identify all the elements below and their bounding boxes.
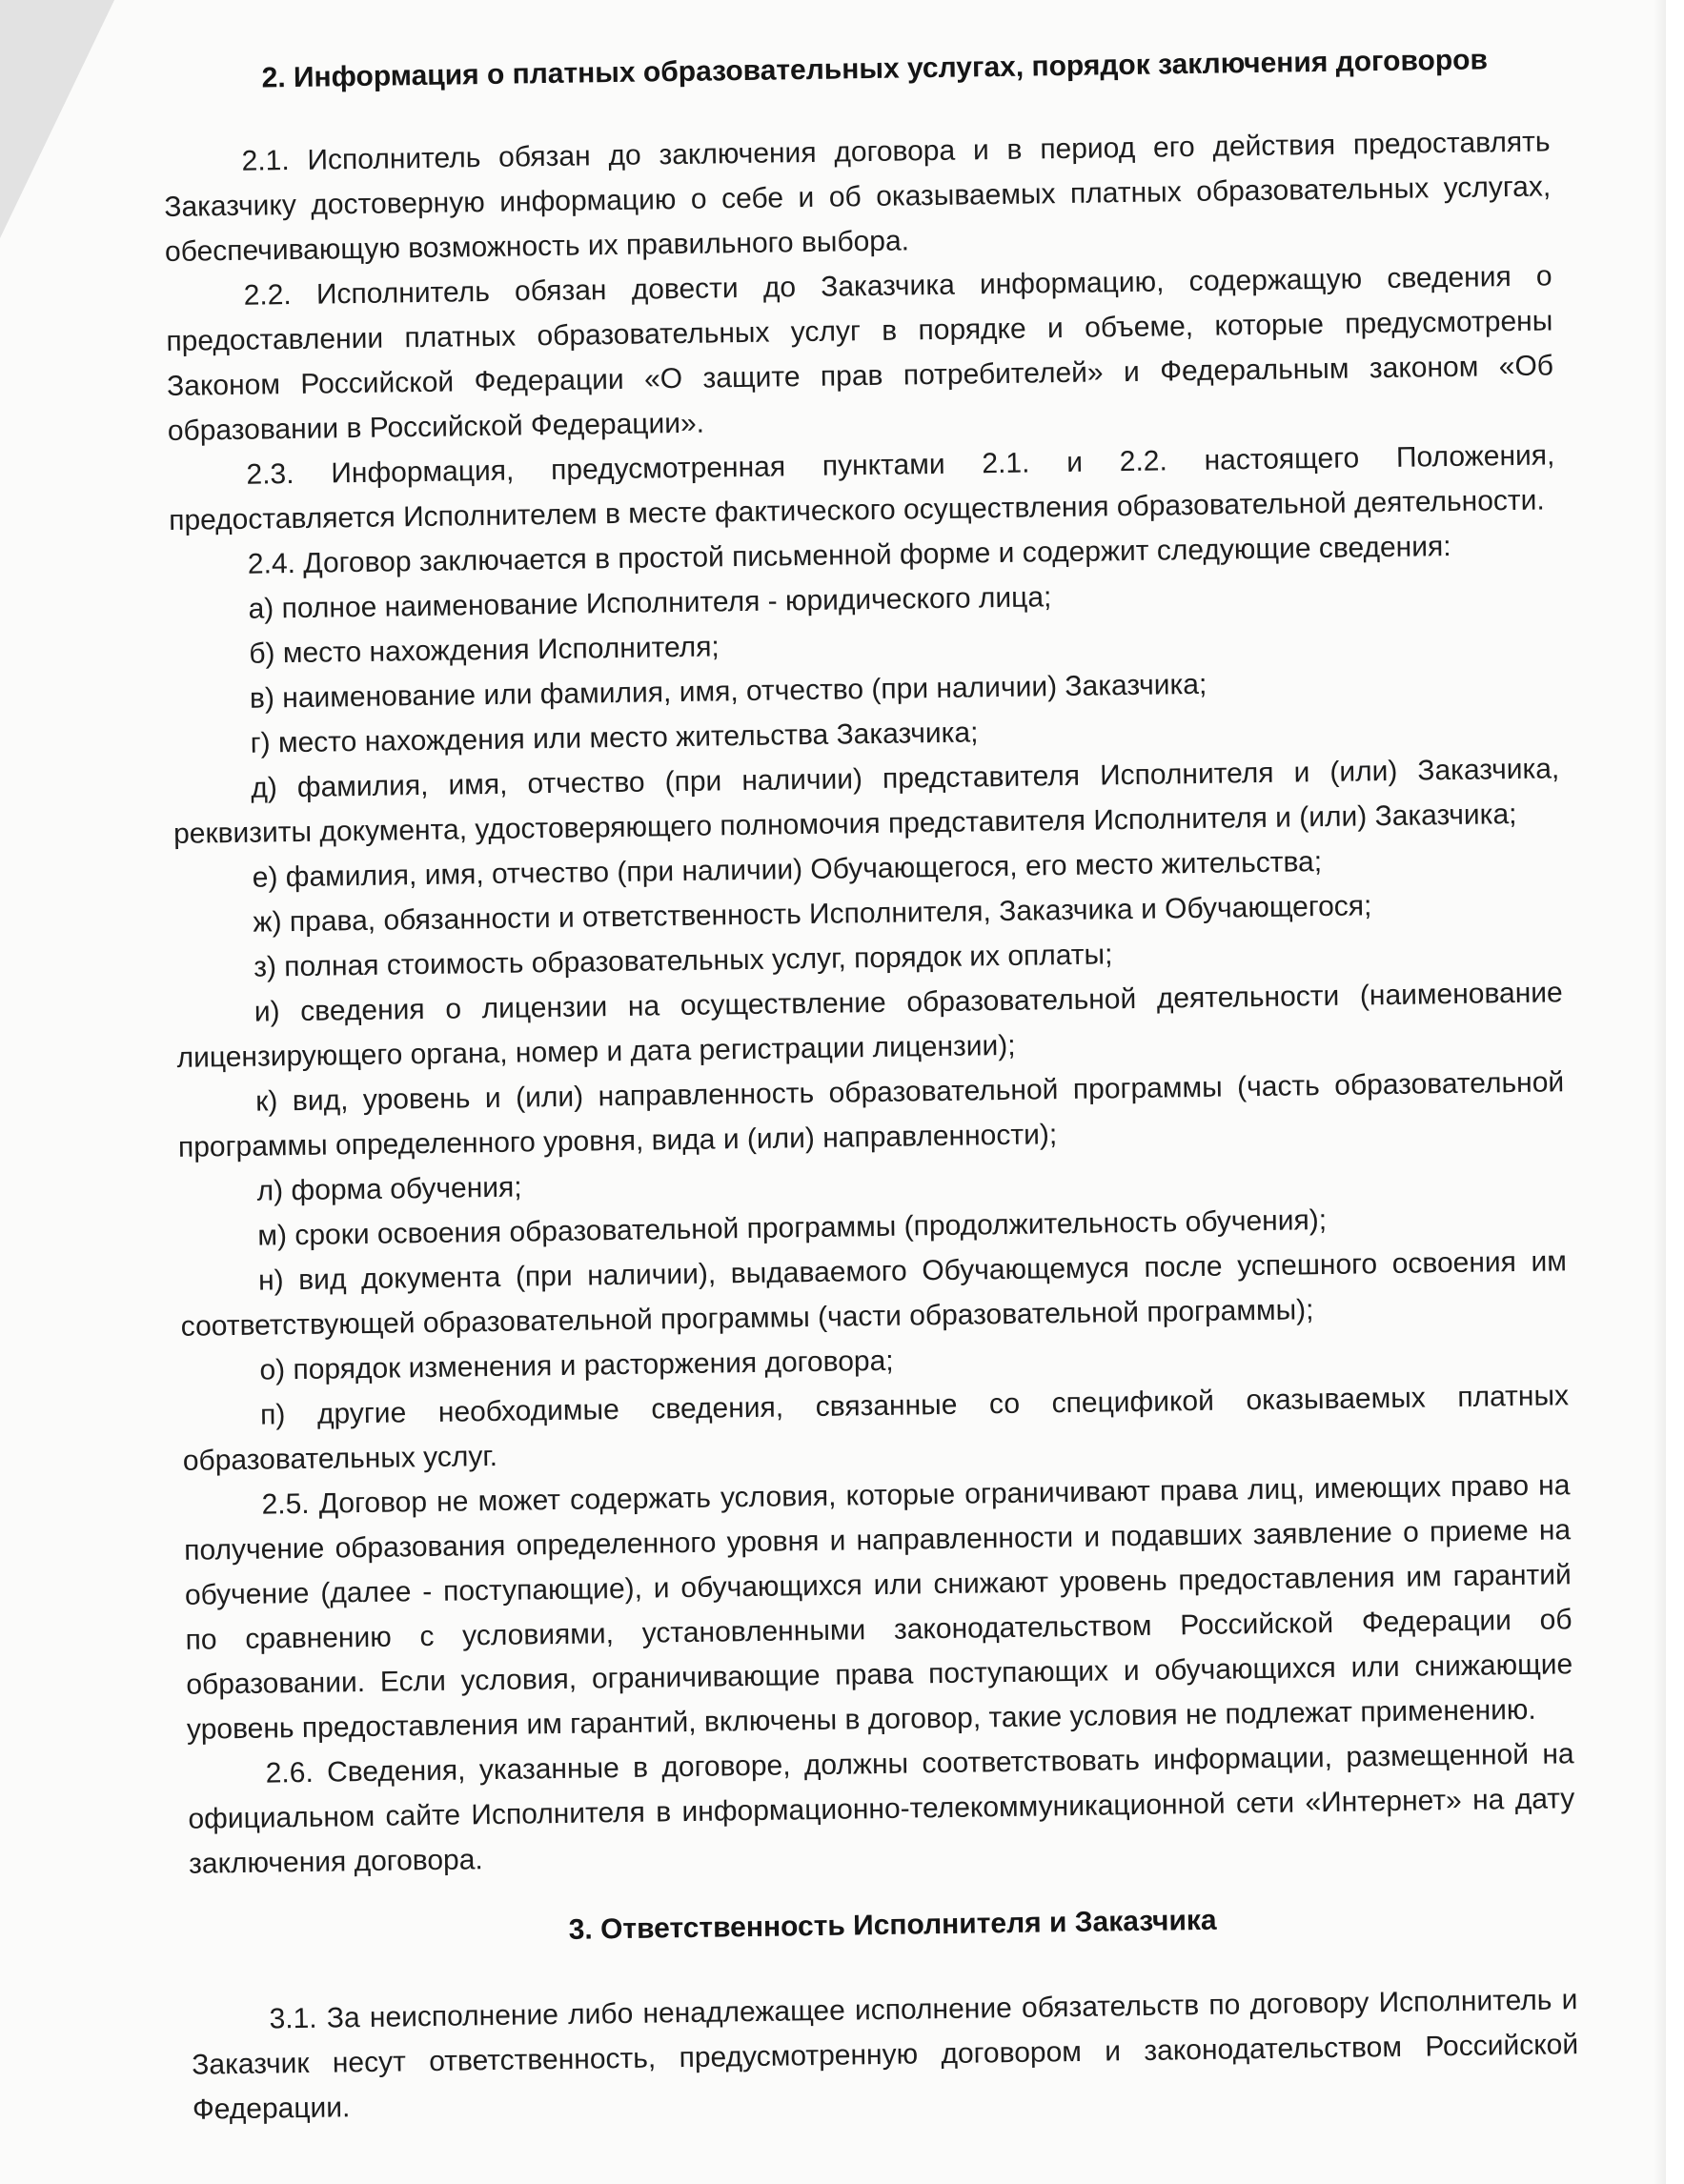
list-item-a: а) полное наименование Исполнителя - юридического лица; — [248, 581, 1052, 625]
list-item-d: д) фамилия, имя, отчество (при наличии) представителя Исполнителя и (или) Заказчика, реквизиты документа, удостоверяющего полномочия представителя Исполнителя и (или) Заказчика; — [172, 753, 1560, 850]
list-item-e: е) фамилия, имя, отчество (при наличии) Обучающегося, его место жительства; — [252, 846, 1323, 894]
list-item-zh: ж) права, обязанности и ответственность Исполнителя, Заказчика и Обучающегося; — [253, 890, 1372, 939]
paragraph-2-2: 2.2. Исполнитель обязан довести до Заказчика информацию, содержащую сведения о предоставлении платных образовательных услуг в порядке и объеме, которые предусмотрены Законом Российской Федерации «О защите прав потребителей» и Федеральным законом «Об образовании в Российской Федерации». — [166, 260, 1554, 447]
list-item-n: н) вид документа (при наличии), выдаваемого Обучающемуся после успешного освоения им соответствующей образовательной программы (части образовательной программы); — [180, 1245, 1568, 1343]
list-item-v: в) наименование или фамилия, имя, отчество (при наличии) Заказчика; — [249, 668, 1207, 715]
section-2-title: 2. Информация о платных образовательных услугах, порядок заключения договоров — [261, 44, 1489, 94]
document-body — [162, 36, 1579, 2132]
paragraph-2-4: 2.4. Договор заключается в простой письменной форме и содержит следующие сведения: — [247, 530, 1451, 580]
list-item-m: м) сроки освоения образовательной программы (продолжительность обучения); — [257, 1204, 1328, 1252]
list-item-p: п) другие необходимые сведения, связанные со спецификой оказываемых платных образовательных услуг. — [182, 1380, 1570, 1477]
paragraph-2-6: 2.6. Сведения, указанные в договоре, должны соответствовать информации, размещенной на официальном сайте Исполнителя в информационно-телекоммуникационной сети «Интернет» на дату заключения договора. — [188, 1738, 1575, 1880]
list-item-o: о) порядок изменения и расторжения договора; — [259, 1345, 894, 1386]
folded-corner — [0, 0, 114, 238]
list-item-i: и) сведения о лицензии на осуществление образовательной деятельности (наименование лицензирующего органа, номер и дата регистрации лицензии); — [176, 977, 1563, 1074]
list-item-z: з) полная стоимость образовательных услуг, порядок их оплаты; — [253, 939, 1113, 983]
paragraph-2-3: 2.3. Информация, предусмотренная пунктами 2.1. и 2.2. настоящего Положения, предоставляется Исполнителем в месте фактического осуществления образовательной деятельности. — [168, 439, 1555, 536]
paragraph-2-1: 2.1. Исполнитель обязан до заключения договора и в период его действия предоставлять Заказчику достоверную информацию о себе и об оказываемых платных образовательных услугах, обеспечивающую возможность их правильного выбора. — [164, 126, 1552, 268]
paragraph-2-5: 2.5. Договор не может содержать условия, которые ограничивают права лиц, имеющих право на получение образования определенного уровня и направленности и подавших заявление о приеме на обучение (далее - поступающие), и обучающихся или снижают уровень предоставления им гарантий по сравнению с условиями, установленными законодательством Российской Федерации об образовании. Если условия, ограничивающие права поступающих и обучающихся или снижающие уровень предоставления им гарантий, включены в договор, такие условия не подлежат применению. — [184, 1469, 1573, 1746]
section-3-title: 3. Ответственность Исполнителя и Заказчика — [568, 1904, 1217, 1946]
list-item-b: б) место нахождения Исполнителя; — [249, 631, 720, 670]
list-item-k: к) вид, уровень и (или) направленность образовательной программы (часть образовательной программы определенного уровня, вида и (или) направленности); — [177, 1066, 1565, 1163]
page-edge-shadow — [1654, 0, 1684, 2184]
list-item-g: г) место нахождения или место жительства Заказчика; — [250, 717, 979, 759]
list-item-l: л) форма обучения; — [256, 1171, 522, 1207]
paragraph-3-1: 3.1. За неисполнение либо ненадлежащее исполнение обязательств по договору Исполнитель и Заказчик несут ответственность, предусмотренную договором и законодательством Российской Федерации. — [192, 1984, 1579, 2126]
